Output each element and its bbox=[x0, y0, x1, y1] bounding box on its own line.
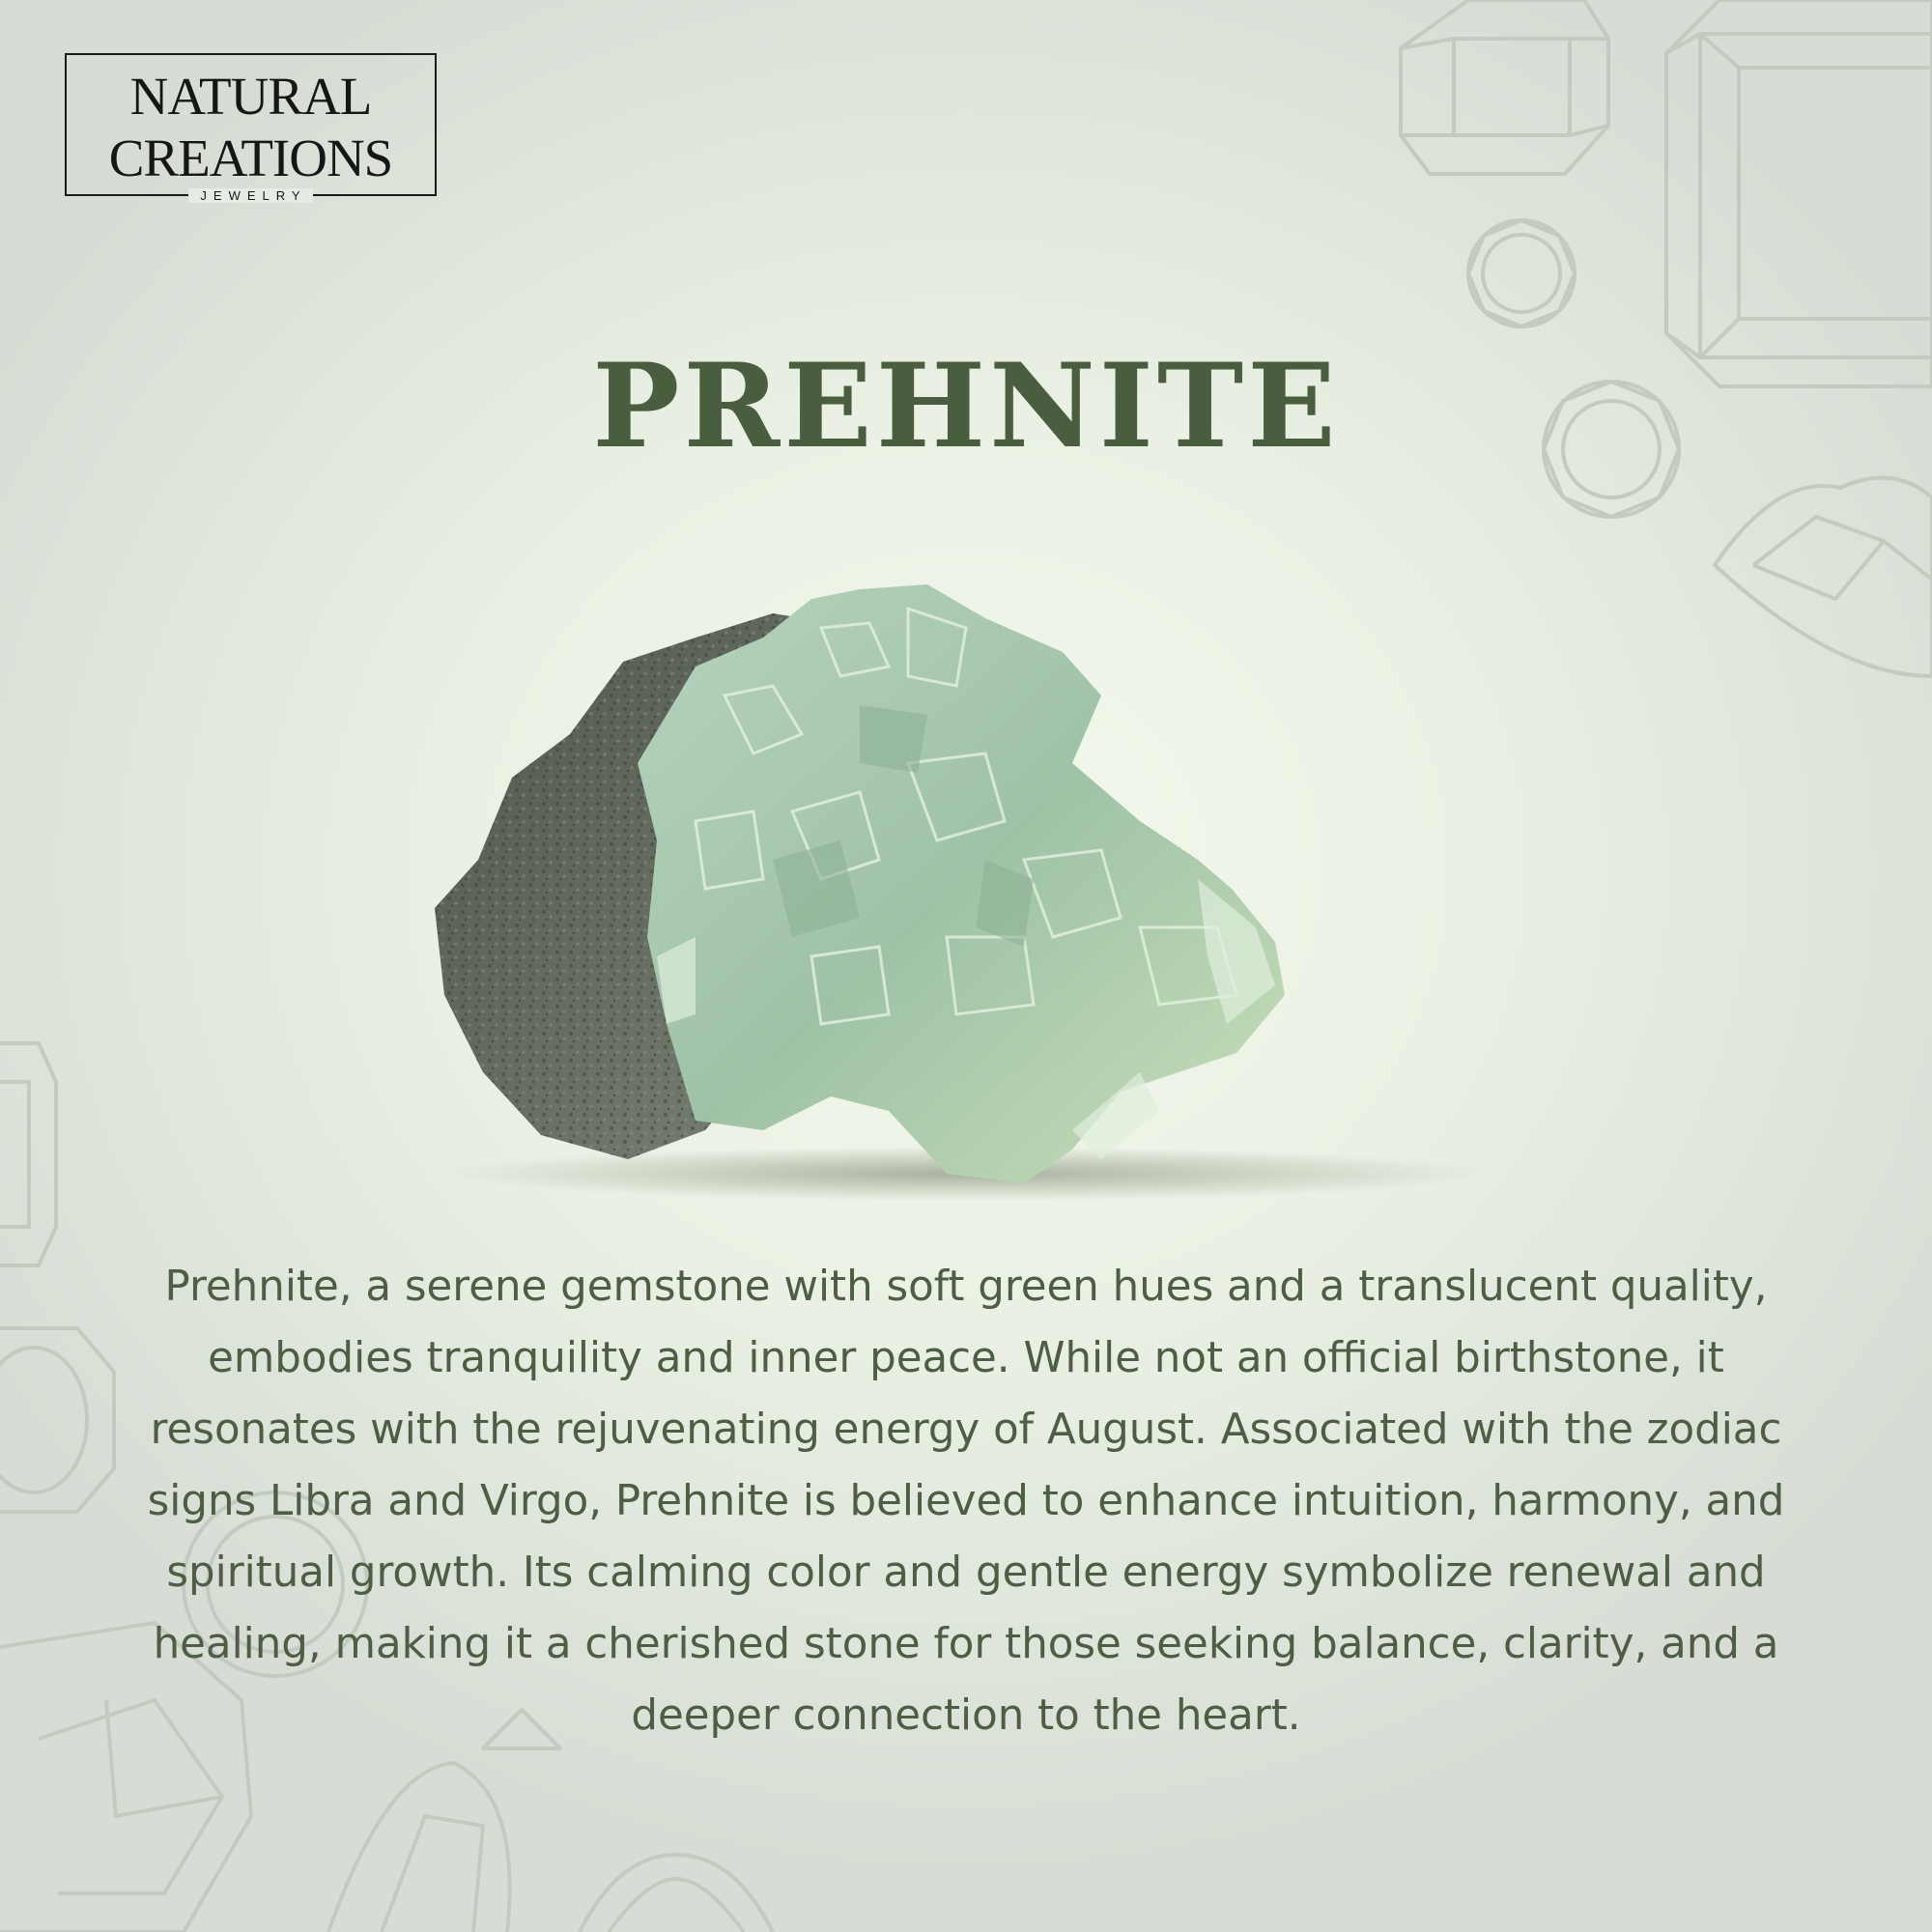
stone-description: Prehnite, a serene gemstone with soft green hues and a translucent quality, embodies tranquility and inner peace. While not an official birthstone, it resonates with the rejuvenating energy of August. Associated with the zodiac signs Libra and Virgo, Prehnite is believed to enhance intuition, harmony, and spiritual growth. Its calming color and gentle energy symbolize renewal and healing, making it a cherished stone for those seeking balance, clarity, and a deeper connection to the heart. bbox=[147, 1263, 1785, 1740]
brand-logo[interactable] bbox=[65, 53, 437, 203]
brand-name-line2: CREATIONS bbox=[108, 128, 393, 187]
brand-name-line1: NATURAL bbox=[129, 67, 372, 126]
brand-tagline: JEWELRY bbox=[67, 188, 435, 204]
page-title: PREHNITE bbox=[592, 338, 1340, 474]
prehnite-stone-image bbox=[406, 570, 1526, 1208]
